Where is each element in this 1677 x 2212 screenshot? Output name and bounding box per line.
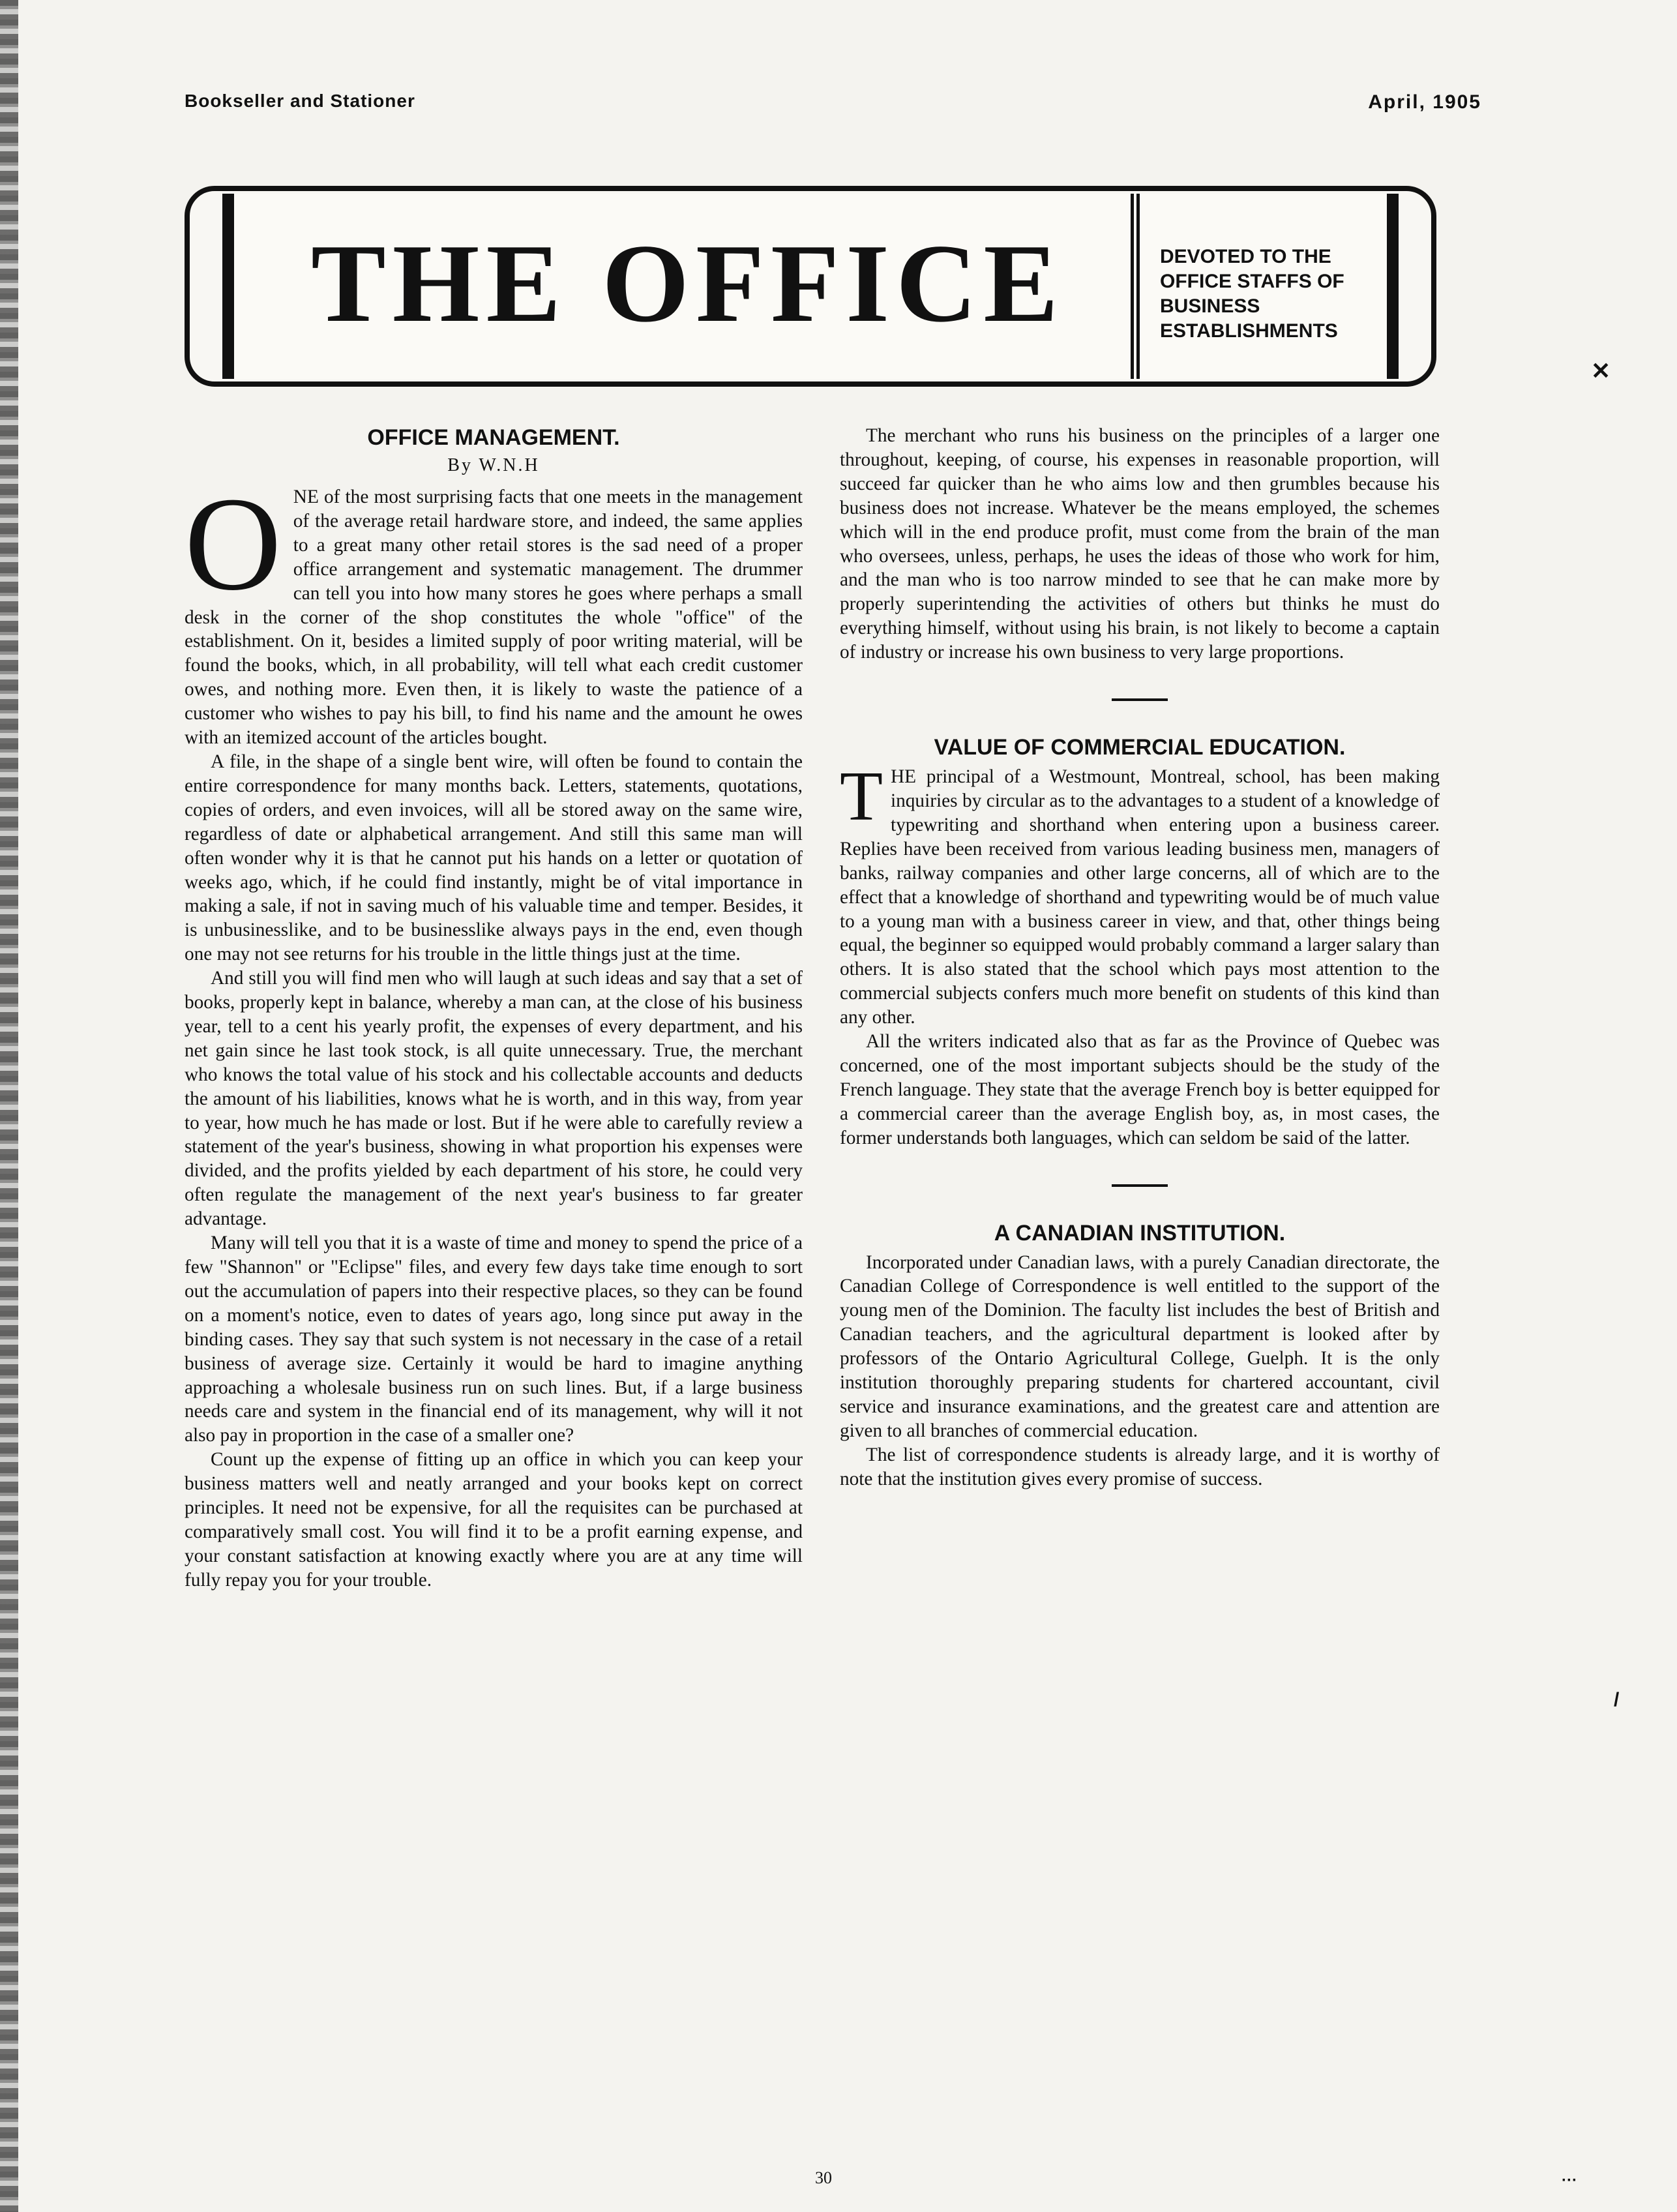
article-paragraph: All the writers indicated also that as far as the Province of Quebec was concerned, one of the most important subjects should be the study of the French language. They state that the average French boy is better equipped for a commercial career than the average English boy, as, in most cases, the former understands both languages, which can seldom be said of the latter.: [840, 1031, 1440, 1148]
margin-speck: ✕: [1591, 357, 1611, 384]
article-paragraph: Many will tell you that it is a waste of time and money to spend the price of a few "Shannon" or "Eclipse" files, and every few days take time enough to sort out the accumulation of papers into their respective places, so they can be found on a moment's notice, even to dates of years ago, long since put away in the binding cases. They say that such system is not necessary in the case of a retail business of average size. Certainly it would be hard to imagine anything approaching a wholesale business run on such lines. But, if a large business needs care and system in the financial end of its management, why will it not also pay in proportion in the case of a smaller one?: [185, 1233, 803, 1446]
commercial-education-drop-cap: T: [840, 758, 883, 836]
article-paragraph: NE of the most surprising facts that one meets in the management of the average retail hardware store, and indeed, the same applies to a great many other retail stores is the sad need of a proper office arrangement and systematic management. The drummer can tell you into how many stores he goes where perhaps a small desk in the corner of the shop constitutes the whole "office" of the establishment. On it, besides a limited supply of poor writing material, will be found the books, which, in all probability, will tell what each credit customer owes, and nothing more. Even then, it is likely to waste the patience of a customer who wishes to pay his bill, to find his name and the amount he owes with an itemized account of the articles bought.: [185, 486, 803, 749]
office-management-headline: OFFICE MANAGEMENT.: [367, 425, 620, 450]
margin-speck: /: [1614, 1689, 1620, 1711]
publication-name: Bookseller and Stationer: [185, 91, 415, 111]
article-paragraph: The merchant who runs his business on the principles of a larger one throughout, keeping, of course, his expenses in reasonable proportion, will succeed far quicker than he who aims low and then grumbles because his business does not increase. Whatever be the means employed, the schemes which will in the end produce profit, must come from the brain of the man who oversees, unless, perhaps, he uses the ideas of those who work for him, and the man who is too narrow minded to see that he can make more by properly superintending the activities of others but thinks he must do everything himself, without using his brain, is not likely to become a captain of industry or increase his own business to very large proportions.: [840, 425, 1440, 663]
banner-divider: [1131, 194, 1140, 379]
right-column: [840, 424, 1440, 1491]
article-paragraph: A file, in the shape of a single bent wire, will often be found to contain the entire correspondence for many months back. Letters, statements, quotations, copies of orders, and even invoices, will all be stored away on the same wire, regardless of date or alphabetical arrangement. And still this same man will often wonder why it is that he cannot put his hands on a letter or quotation of weeks ago, which, if he could find instantly, might be of vital importance in making a sale, if not in saving much of his valuable time and temper. Besides, it is unbusinesslike, and to be businesslike always pays in the end, even though one may not see returns for his trouble in the little things just at the time.: [185, 751, 803, 965]
section-separator: [1112, 698, 1168, 701]
article-paragraph: And still you will find men who will laugh at such ideas and say that a set of books, properly kept in balance, whereby a man can, at the close of his business year, tell to a cent his yearly profit, the expenses of every department, and his net gain since he last took stock, is all quite unnecessary. True, the merchant who knows the total value of his stock and his collectable accounts and deducts the amount of his liabilities, knows what he is worth, and in this way, from year to year, how much he has made or lost. But if he were able to carefully review a statement of the year's business, showing in what proportion his expenses were divided, and the profits yielded by each department of his store, he could very often regulate the management of the next year's business to far greater advantage.: [185, 968, 803, 1230]
left-column: [185, 424, 803, 1592]
issue-date: April, 1905: [1368, 91, 1481, 113]
page-binding-edge: [0, 0, 18, 2212]
office-management-drop-cap: O: [185, 469, 282, 618]
banner-title: THE OFFICE: [311, 222, 1065, 346]
canadian-institution-headline: A CANADIAN INSTITUTION.: [994, 1220, 1286, 1246]
office-management-byline: By W.N.H: [447, 455, 540, 475]
article-paragraph: HE principal of a Westmount, Montreal, school, has been making inquiries by circular as to the advantages to a student of a knowledge of typewriting and shorthand when entering upon a business career. Replies have been received from various leading business men, managers of banks, railway companies and other large concerns, all of which are to the effect that a knowledge of shorthand and typewriting would be of much value to a young man with a business career in view, and that, other things being equal, the beginner so equipped would probably command a larger salary than others. It is also stated that the school which pays most attention to the commercial subjects confers much more benefit on students of this kind than any other.: [840, 766, 1440, 1028]
banner-tagline: DEVOTED TO THE OFFICE STAFFS OF BUSINESS ESTABLISHMENTS: [1160, 246, 1344, 342]
commercial-education-headline: VALUE OF COMMERCIAL EDUCATION.: [934, 735, 1346, 760]
banner-inner-frame: [222, 194, 1399, 379]
page-number: 30: [815, 2168, 832, 2187]
article-paragraph: Incorporated under Canadian laws, with a purely Canadian directorate, the Canadian College of Correspondence is well entitled to the support of the young men of the Dominion. The faculty list includes the best of British and Canadian teachers, and the agricultural department is looked after by professors of the Ontario Agricultural College, Guelph. It is the only institution thoroughly preparing students for chartered accountant, civil service and insurance examinations, and the greatest care and attention are given to all branches of commercial education.: [840, 1251, 1440, 1441]
section-banner: [185, 186, 1436, 387]
article-paragraph: The list of correspondence students is already large, and it is worthy of note that the institution gives every promise of success.: [840, 1444, 1440, 1489]
article-paragraph: Count up the expense of fitting up an office in which you can keep your business matters well and neatly arranged and your books kept on correct principles. It need not be expensive, for all the requisites can be purchased at comparatively small cost. You will find it to be a profit earning expense, and your constant satisfaction at knowing exactly where you are at any time will fully repay you for your trouble.: [185, 1449, 803, 1591]
section-separator: [1112, 1184, 1168, 1187]
margin-speck: ···: [1562, 2172, 1577, 2189]
